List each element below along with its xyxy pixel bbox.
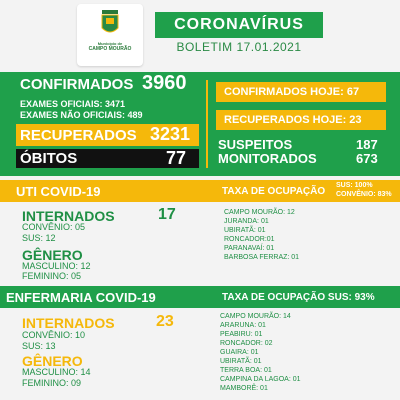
- ward-city: UBIRATÃ: 01: [220, 358, 262, 365]
- uti-occupancy-label: TAXA DE OCUPAÇÃO: [222, 186, 326, 197]
- ward-internados-label: INTERNADOS: [22, 315, 115, 331]
- ward-sus-count: SUS: 13: [22, 341, 56, 351]
- suspects-value: 187: [356, 137, 378, 152]
- uti-title: UTI COVID-19: [16, 184, 101, 199]
- ward-gender-label: GÊNERO: [22, 353, 83, 369]
- recovered-label: RECUPERADOS: [20, 127, 137, 144]
- uti-internados-value: 17: [158, 206, 176, 223]
- ward-convenio-count: CONVÊNIO: 10: [22, 330, 86, 340]
- uti-sus-count: SUS: 12: [22, 233, 56, 243]
- suspects-label: SUSPEITOS: [218, 137, 293, 152]
- municipality-logo: [77, 4, 143, 66]
- exams-official: EXAMES OFICIAIS: 3471: [20, 99, 126, 109]
- ward-city: ARARUNA: 01: [220, 322, 266, 329]
- uti-city: CAMPO MOURÃO: 12: [224, 209, 295, 216]
- uti-city: PARANAVAÍ: 01: [224, 245, 275, 252]
- monitored-value: 673: [356, 151, 378, 166]
- logo-text-line2: CAMPO MOURÃO: [88, 46, 132, 52]
- confirmed-today: CONFIRMADOS HOJE: 67: [216, 82, 386, 102]
- ward-female-count: FEMININO: 09: [22, 378, 82, 388]
- ward-city: RONCADOR: 02: [220, 340, 273, 347]
- ward-title: ENFERMARIA COVID-19: [6, 290, 156, 305]
- uti-occupancy-sus: SUS: 100%: [336, 182, 373, 189]
- confirmed-label: CONFIRMADOS: [20, 76, 134, 93]
- exams-unofficial: EXAMES NÃO OFICIAIS: 489: [20, 110, 143, 120]
- coat-of-arms-icon: [100, 10, 120, 40]
- uti-gender-label: GÊNERO: [22, 247, 83, 263]
- monitored-label: MONITORADOS: [218, 151, 317, 166]
- logo-text-line1: Município de: [97, 41, 123, 46]
- confirmed-value: 3960: [142, 72, 187, 94]
- ward-city: CAMPO MOURÃO: 14: [220, 313, 291, 320]
- ward-city: TERRA BOA: 01: [220, 367, 272, 374]
- uti-female-count: FEMININO: 05: [22, 271, 82, 281]
- ward-city: PEABIRU: 01: [220, 331, 263, 338]
- deaths-label: ÓBITOS: [20, 150, 78, 167]
- bulletin-date: BOLETIM 17.01.2021: [176, 40, 302, 54]
- uti-city: UBIRATÃ: 01: [224, 227, 266, 234]
- uti-city: BARBOSA FERRAZ: 01: [224, 254, 300, 261]
- ward-occupancy: TAXA DE OCUPAÇÃO SUS: 93%: [222, 292, 375, 303]
- uti-internados-label: INTERNADOS: [22, 208, 115, 224]
- ward-city: GUAIRA: 01: [220, 349, 259, 356]
- uti-city: JURANDA: 01: [224, 218, 269, 225]
- recovered-today: RECUPERADOS HOJE: 23: [216, 110, 386, 130]
- uti-occupancy-convenio: CONVÊNIO: 83%: [336, 191, 392, 198]
- page-title: CORONAVÍRUS: [155, 12, 323, 38]
- uti-male-count: MASCULINO: 12: [22, 261, 91, 271]
- ward-male-count: MASCULINO: 14: [22, 367, 91, 377]
- deaths-value: 77: [166, 148, 187, 168]
- ward-internados-value: 23: [156, 313, 174, 330]
- header: [0, 0, 400, 72]
- uti-city: RONCADOR:01: [224, 236, 275, 243]
- summary-divider: [206, 80, 208, 168]
- recovered-value: 3231: [150, 124, 191, 144]
- uti-convenio-count: CONVÊNIO: 05: [22, 222, 86, 232]
- ward-city: CAMPINA DA LAGOA: 01: [220, 376, 301, 383]
- ward-city: MAMBORÊ: 01: [220, 385, 268, 392]
